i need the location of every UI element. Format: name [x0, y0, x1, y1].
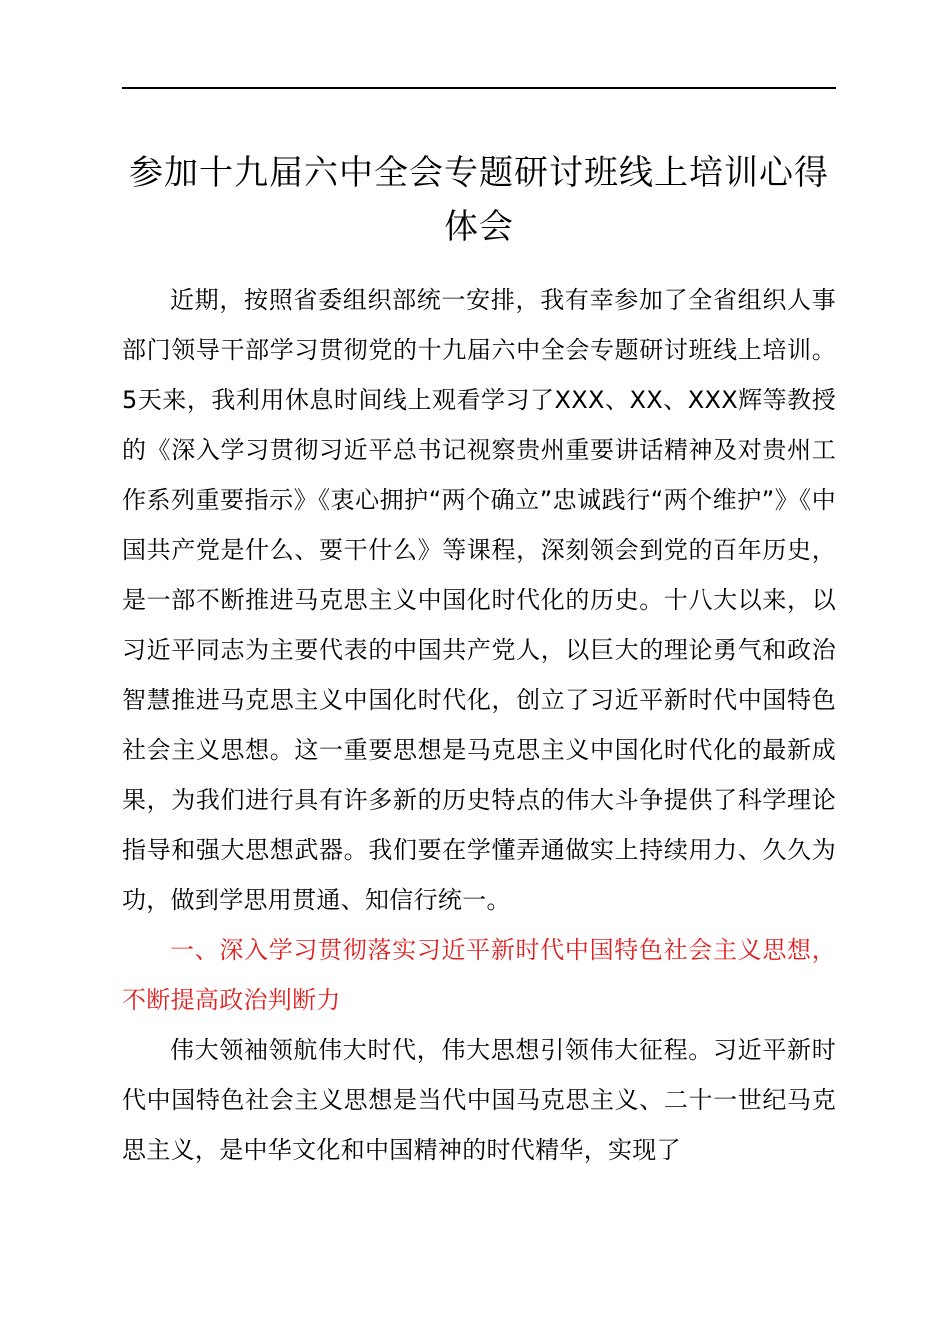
page-title	[112, 146, 846, 254]
paragraph-intro: 近期，按照省委组织部统一安排，我有幸参加了全省组织人事部门领导干部学习贯彻党的十九届六中全会专题研讨班线上培训。5天来，我利用休息时间线上观看学习了XXX、XX、XXX辉等教授的《深入学习贯彻习近平总书记视察贵州重要讲话精神及对贵州工作系列重要指示》《衷心拥护“两个确立”忠诚践行“两个维护”》《中国共产党是什么、要干什么》等课程，深刻领会到党的百年历史，是一部不断推进马克思主义中国化时代化的历史。十八大以来，以习近平同志为主要代表的中国共产党人，以巨大的理论勇气和政治智慧推进马克思主义中国化时代化，创立了习近平新时代中国特色社会主义思想。这一重要思想是马克思主义中国化时代化的最新成果，为我们进行具有许多新的历史特点的伟大斗争提供了科学理论指导和强大思想武器。我们要在学懂弄通做实上持续用力、久久为功，做到学思用贯通、知信行统一。	[122, 286, 836, 914]
paragraph-section-1: 伟大领袖领航伟大时代，伟大思想引领伟大征程。习近平新时代中国特色社会主义思想是当代中国马克思主义、二十一世纪马克思主义，是中华文化和中国精神的时代精华，实现了	[122, 1036, 836, 1164]
title-line-2: 体会	[444, 207, 514, 247]
header-rule	[122, 87, 836, 89]
section-heading-1: 一、深入学习贯彻落实习近平新时代中国特色社会主义思想，不断提高政治判断力	[122, 936, 836, 1014]
document-body	[122, 275, 836, 1175]
title-line-1: 参加十九届六中全会专题研讨班线上培训心得	[129, 153, 829, 193]
